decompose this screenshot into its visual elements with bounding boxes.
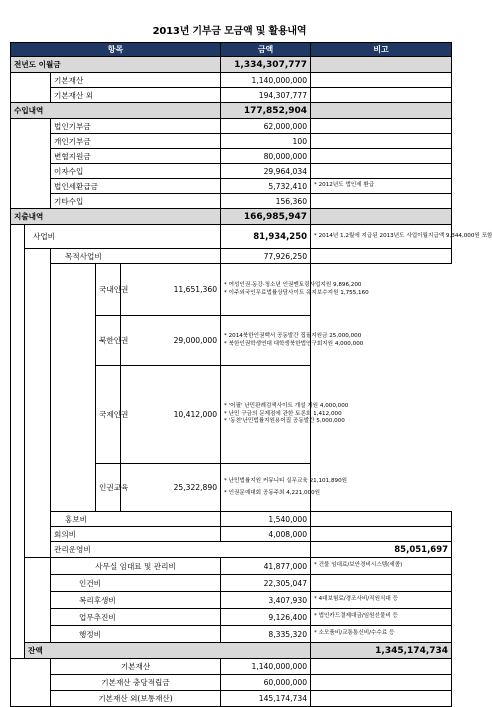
table-row (11, 225, 452, 249)
table-row (11, 194, 452, 209)
row-amount: 1,140,000,000 (221, 73, 311, 88)
table-row (11, 73, 452, 88)
row-note: * 2014북한인권백서 공동발간 집필지원금 25,000,000 * 북한인권학생연대 대학생북한법연구회지원 4,000,000 (221, 316, 311, 366)
table-row (11, 149, 452, 164)
row-amount: 41,877,000 (221, 558, 311, 575)
section-row-income (11, 103, 452, 119)
row-amount: 29,000,000 (121, 316, 221, 366)
row-note (311, 119, 452, 134)
row-label: 인권교육 (96, 464, 121, 512)
row-label: 회의비 (51, 527, 221, 542)
table-row (11, 575, 452, 592)
row-label: 개인기부금 (51, 134, 221, 149)
row-note: * 2014년 1,2월에 지급된 2013년도 사업이월지급액 9,344,000원 포함 (311, 225, 452, 249)
row-label: 사무실 임대료 및 관리비 (51, 558, 221, 575)
row-label: 업무추진비 (51, 609, 221, 626)
row-label: 사업비 (25, 225, 221, 249)
row-label: 기본재산 외 (51, 88, 221, 103)
row-label: 기본재산 (51, 73, 221, 88)
row-amount: 100 (221, 134, 311, 149)
row-label: 변협지원금 (51, 149, 221, 164)
row-amount: 5,732,410 (221, 179, 311, 194)
section-amount: 166,985,947 (221, 209, 311, 225)
row-amount: 77,926,250 (221, 249, 311, 264)
section-label: 수입내역 (11, 103, 221, 119)
row-label: 법인세환급금 (51, 179, 221, 194)
row-label: 법인기부금 (51, 119, 221, 134)
row-note (311, 164, 452, 179)
row-amount: 156,360 (221, 194, 311, 209)
row-amount: 145,174,734 (221, 691, 311, 707)
row-note: * 4대보험료/경조사비/직원식대 등 (311, 592, 452, 609)
row-label: 기본재산 (51, 659, 221, 675)
table-row (11, 626, 452, 643)
row-amount: 1,540,000 (221, 512, 311, 527)
section-label: 잔액 (25, 643, 311, 659)
row-label: 기본재산 외(보통재산) (51, 691, 221, 707)
row-amount: 81,934,250 (221, 225, 311, 249)
row-label: 복리후생비 (51, 592, 221, 609)
row-note (311, 149, 452, 164)
row-note: * 소모품비/교통통신비/수수료 등 (311, 626, 452, 643)
row-label: 북한인권 (96, 316, 121, 366)
table-row (11, 659, 452, 675)
row-label: 행정비 (51, 626, 221, 643)
header-item: 항목 (11, 43, 221, 57)
table-row (11, 179, 452, 194)
row-label: 국제인권 (96, 366, 121, 464)
section-label: 전년도 이월금 (11, 57, 221, 73)
row-amount: 85,051,697 (311, 542, 452, 558)
row-note: * 난민법률지원 커뮤니티 실무교육 21,101,890원 * 인권문예대회 공동주최 4,221,000원 (221, 464, 311, 512)
page-title: 2013년 기부금 모금액 및 활용내역 (152, 26, 307, 37)
section-row-balance (11, 643, 452, 659)
table-row (11, 691, 452, 707)
row-note: * 건물 임대료/보안경비시스템(세콤) (311, 558, 452, 575)
row-amount: 80,000,000 (221, 149, 311, 164)
row-note (311, 194, 452, 209)
row-amount: 1,140,000,000 (221, 659, 311, 675)
row-amount: 22,305,047 (221, 575, 311, 592)
donation-table (10, 42, 492, 707)
row-note (311, 575, 452, 592)
table-row (11, 512, 452, 527)
row-note (311, 134, 452, 149)
row-amount: 194,307,777 (221, 88, 311, 103)
table-row (11, 675, 452, 691)
row-label: 이자수입 (51, 164, 221, 179)
section-row-prev (11, 57, 452, 73)
header-row (11, 43, 452, 57)
row-label: 기타수입 (51, 194, 221, 209)
row-label: 목적사업비 (51, 249, 221, 264)
row-amount: 60,000,000 (221, 675, 311, 691)
table-row (11, 134, 452, 149)
row-note: * 여성인권·동강·청소년 인권멘토링사업지원 9,896,200 * 이주외국인무료법률상담사이트 유지보수지원 1,755,160 (221, 264, 311, 316)
header-amount: 금액 (221, 43, 311, 57)
section-amount: 1,345,174,734 (311, 643, 452, 659)
header-note: 비고 (311, 43, 452, 57)
section-amount: 177,852,904 (221, 103, 311, 119)
section-label: 지출내역 (11, 209, 221, 225)
table-row (11, 592, 452, 609)
row-label: 인건비 (51, 575, 221, 592)
table-row (11, 119, 452, 134)
row-amount: 4,008,000 (221, 527, 311, 542)
row-amount: 10,412,000 (121, 366, 221, 464)
row-amount: 62,000,000 (221, 119, 311, 134)
section-amount: 1,334,307,777 (221, 57, 311, 73)
section-row-expense (11, 209, 452, 225)
table-row (11, 609, 452, 626)
table-row (11, 88, 452, 103)
row-amount: 3,407,930 (221, 592, 311, 609)
row-amount: 11,651,360 (121, 264, 221, 316)
row-note: * 2012년도 법인세 환급 (311, 179, 452, 194)
row-label: 국내인권 (96, 264, 121, 316)
row-amount: 29,964,034 (221, 164, 311, 179)
row-amount: 8,335,320 (221, 626, 311, 643)
row-note: * '어필' 난민판례검색사이트 개설 지원 4,000,000 * 난민 구금의 문제점에 관한 토론회 1,412,000 * '동천'난민법률지원용어집 공동발간 5,000,000 (221, 366, 311, 464)
table-row (11, 558, 452, 575)
table-row (11, 164, 452, 179)
table-row (11, 264, 452, 316)
row-label: 홍보비 (51, 512, 221, 527)
table-row (11, 249, 452, 264)
table-row (11, 527, 452, 542)
row-amount: 25,322,890 (121, 464, 221, 512)
table-row (11, 542, 452, 558)
row-label: 기본재산 충당적립금 (51, 675, 221, 691)
row-label: 관리운영비 (51, 542, 311, 558)
row-note: * 법인카드결제대금/임원선물비 등 (311, 609, 452, 626)
row-amount: 9,126,400 (221, 609, 311, 626)
